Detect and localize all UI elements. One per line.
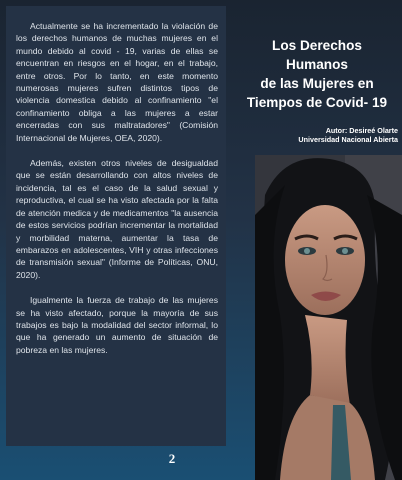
title-line-2: de las Mujeres en	[260, 76, 374, 91]
article-paragraph-3: Igualmente la fuerza de trabajo de las mujeres se ha visto afectado, porque la mayoría de sus trabajos es bajo la modalidad del sector informal, lo que ha generado un aumento de situación de pobreza en las mujeres.	[16, 295, 218, 355]
article-text-panel	[6, 6, 226, 446]
article-paragraph-2: Además, existen otros niveles de desigualdad que se están desarrollando con altos niveles de incidencia, tal es el caso de la salud sexual y reproductiva, el cual se ha visto afectada por la falta de atención medica y de medicamentos "la ausencia de estos servicios podrían incrementar la mortalidad y morbilidad materna, aumentar la tasa de embarazos en adolescentes, VIH y otras infecciones de transmisión sexual" (Informe de Políticas, ONU, 2020).	[16, 158, 218, 280]
woman-portrait-image	[255, 155, 402, 480]
title-line-1: Los Derechos Humanos	[272, 38, 362, 72]
article-title	[242, 36, 392, 112]
portrait-illustration	[255, 155, 402, 480]
page-number: 2	[168, 451, 176, 466]
author-institution: Universidad Nacional Abierta	[298, 135, 398, 144]
article-paragraph-1: Actualmente se ha incrementado la violación de los derechos humanos de muchas mujeres en el mundo debido al covid - 19, varias de ellas se encuentran en riesgos en el hogar, en el trabajo, entre otros. Por lo tanto, en este momento numerosas mujeres sufren distintos tipos de violencia domestica debido al confinamiento "el confinamiento obliga a las mujeres a estar encerradas con sus maltratadores" (Comisión Internacional de Mujeres, OEA, 2020).	[16, 21, 218, 143]
title-line-3: Tiempos de Covid- 19	[246, 95, 388, 110]
author-credit	[236, 126, 398, 144]
author-name: Autor: Desireé Olarte	[325, 126, 398, 135]
